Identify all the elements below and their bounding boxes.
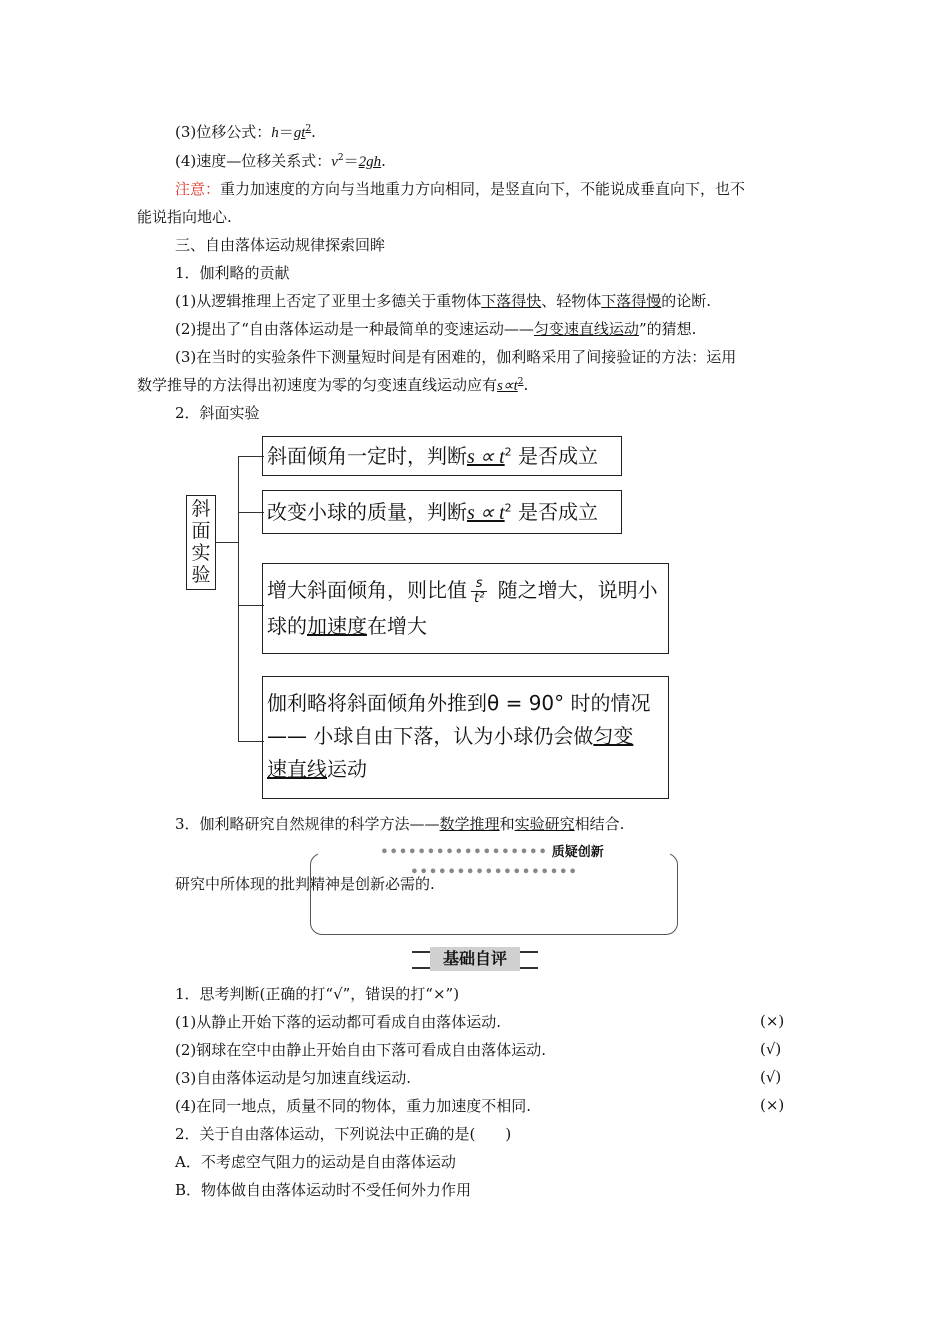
- judge-mark-4: (×): [760, 1096, 785, 1114]
- section-heading: 三、自由落体运动规律探索回眸: [175, 236, 386, 254]
- callout-title: •••••••••••••••••• 质疑创新••••••••••••••••••: [318, 843, 670, 883]
- judge-item-2: (2)钢球在空中由静止开始自由下落可看成自由落体运动.: [175, 1041, 547, 1059]
- judge-mark-3: (√): [760, 1068, 782, 1086]
- question-1: 1．思考判断(正确的打“√”，错误的打“×”): [175, 985, 460, 1003]
- point-1: (1)从逻辑推理上否定了亚里士多德关于重物体下落得快、轻物体下落得慢的论断.: [175, 292, 712, 310]
- sub-heading-1: 1．伽利略的贡献: [175, 264, 290, 282]
- diagram-root-box: 斜 面 实 验: [186, 495, 216, 590]
- point-2: (2)提出了“自由落体运动是一种最简单的变速运动——匀变速直线运动”的猜想.: [175, 320, 697, 338]
- sub-heading-2: 2．斜面实验: [175, 404, 260, 422]
- point-3-line-1: (3)在当时的实验条件下测量短时间是有困难的，伽利略采用了间接验证的方法：运用: [175, 348, 737, 366]
- option-a: A．不考虑空气阻力的运动是自由落体运动: [175, 1153, 456, 1171]
- sub-heading-3: 3．伽利略研究自然规律的科学方法——数学推理和实验研究相结合.: [175, 815, 625, 833]
- connector: [238, 512, 264, 513]
- connector: [238, 456, 239, 741]
- judge-item-1: (1)从静止开始下落的运动都可看成自由落体运动.: [175, 1013, 502, 1031]
- connector: [238, 456, 264, 457]
- option-b: B．物体做自由落体运动时不受任何外力作用: [175, 1181, 472, 1199]
- note-line-1: 注意：重力加速度的方向与当地重力方向相同，是竖直向下，不能说成垂直向下，也不: [175, 180, 746, 198]
- note-line-2: 能说指向地心.: [137, 208, 232, 226]
- selfcheck-title: 基础自评: [430, 947, 520, 971]
- judge-mark-2: (√): [760, 1040, 782, 1058]
- point-3-line-2: 数学推导的方法得出初速度为零的匀变速直线运动应有$s\propto t^2$.: [137, 376, 529, 394]
- judge-mark-1: (×): [760, 1012, 785, 1030]
- ratio-fraction: $\frac{s}{\text{t²}}$: [471, 577, 487, 606]
- formula-3: (3)位移公式：$h=gt^2$.: [175, 123, 316, 141]
- question-2: 2．关于自由落体运动，下列说法中正确的是( ): [175, 1125, 512, 1143]
- note-label: 注意：: [175, 180, 221, 198]
- callout-text: 研究中所体现的批判精神是创新必需的.: [175, 875, 435, 893]
- judge-item-3: (3)自由落体运动是匀加速直线运动.: [175, 1069, 412, 1087]
- connector: [216, 542, 238, 543]
- diagram-box-3: 增大斜面倾角，则比值 $\frac{s}{\text{t²}}$ 随之增大，说明小 球的加速度在增大: [262, 563, 669, 654]
- connector: [238, 605, 264, 606]
- formula-4: (4)速度—位移关系式：$v^2=2gh$.: [175, 152, 386, 170]
- diagram-box-2: 改变小球的质量，判断$s \propto t^2$ 是否成立: [262, 490, 622, 534]
- judge-item-4: (4)在同一地点，质量不同的物体，重力加速度不相同.: [175, 1097, 532, 1115]
- connector: [238, 741, 264, 742]
- diagram-box-1: 斜面倾角一定时，判断$s \propto t^2$ 是否成立: [262, 436, 622, 476]
- diagram-box-4: 伽利略将斜面倾角外推到θ = 90° 时的情况 —— 小球自由下落，认为小球仍会做匀变 速直线运动: [262, 676, 669, 799]
